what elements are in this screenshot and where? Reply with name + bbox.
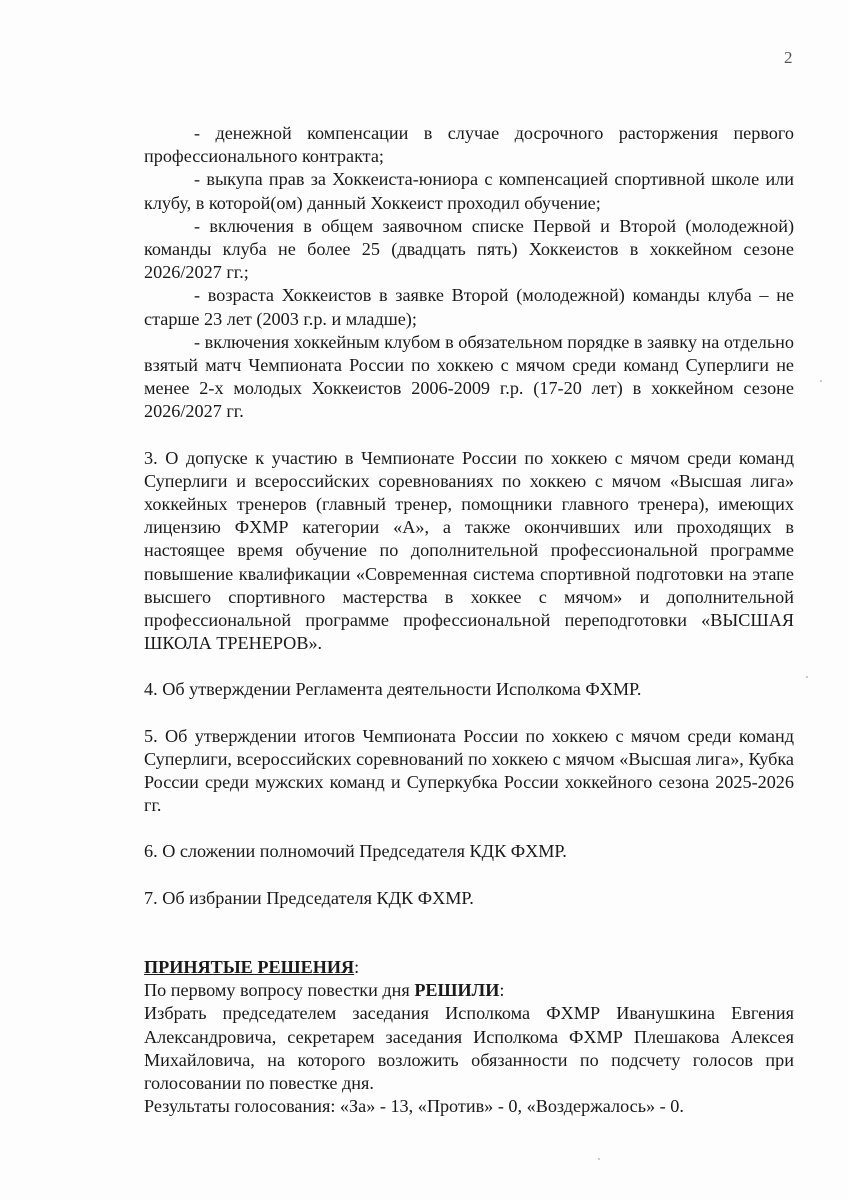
- agenda-item-5: 5. Об утверждении итогов Чемпионата России по хоккею с мячом среди команд Суперлиги, всероссийских соревнований по хоккею с мячом «Высшая лига», Кубка России среди мужских команд и Суперкубка России хоккейного сезона 2025-2026 гг.: [144, 725, 794, 816]
- scan-speck: [806, 676, 808, 678]
- decisions-heading-line: [144, 956, 794, 979]
- condition-rights-buyout: - выкупа прав за Хоккеиста-юниора с компенсацией спортивной школе или клубу, в которой(ом) данный Хоккеист проходил обучение;: [144, 169, 794, 213]
- decisions-heading: ПРИНЯТЫЕ РЕШЕНИЯ: [144, 956, 355, 977]
- spacer: [144, 817, 794, 840]
- condition-roster-limit: - включения в общем заявочном списке Первой и Второй (молодежной) команды клуба не более 25 (двадцать пять) Хоккеистов в хоккейном сезоне 2026/2027 гг.;: [144, 215, 794, 283]
- scan-speck: [820, 380, 822, 382]
- first-question-prefix: По первому вопросу повестки дня: [144, 980, 415, 1001]
- spacer: [144, 910, 794, 956]
- condition-young-players: - включения хоккейным клубом в обязательном порядке в заявку на отдельно взятый матч Чемпионата России по хоккею с мячом среди команд Суперлиги не менее 2-х молодых Хоккеистов 2006-2009 г.р. (17-20 лет) в хоккейном сезоне 2026/2027 гг.: [144, 331, 794, 422]
- first-question-colon: :: [499, 980, 505, 1001]
- spacer: [144, 424, 794, 447]
- decision-text: Избрать председателем заседания Исполкома ФХМР Иванушкина Евгения Александровича, секретарем заседания Исполкома ФХМР Плешакова Алексея Михайловича, на которого возложить обязанности по подсчету голосов при голосовании по повестке дня.: [144, 1003, 794, 1093]
- agenda-item-3: 3. О допуске к участию в Чемпионате России по хоккею с мячом среди команд Суперлиги и всероссийских соревнованиях по хоккею с мячом «Высшая лига» хоккейных тренеров (главный тренер, помощники главного тренера), имеющих лицензию ФХМР категории «А», а также окончивших или проходящих в настоящее время обучение по дополнительной профессиональной программе повышение квалификации «Современная система спортивной подготовки на этапе высшего спортивного мастерства в хоккее с мячом» и дополнительной профессиональной программе профессиональной переподготовки «ВЫСШАЯ ШКОЛА ТРЕНЕРОВ».: [144, 447, 794, 654]
- agenda-item-7: 7. Об избрании Председателя КДК ФХМР.: [144, 887, 474, 908]
- first-question-line: [144, 979, 794, 1002]
- scan-speck: [598, 1158, 600, 1160]
- spacer: [144, 655, 794, 678]
- spacer: [144, 864, 794, 887]
- vote-results: Результаты голосования: «За» - 13, «Против» - 0, «Воздержалось» - 0.: [144, 1096, 684, 1117]
- agenda-item-6: 6. О сложении полномочий Председателя КДК ФХМР.: [144, 841, 567, 862]
- condition-compensation: - денежной компенсации в случае досрочного расторжения первого профессионального контракта;: [144, 123, 794, 167]
- page-number: 2: [784, 48, 793, 67]
- spacer: [144, 702, 794, 725]
- first-question-keyword: РЕШИЛИ: [414, 980, 500, 1001]
- document-body: [144, 122, 794, 1118]
- decisions-heading-colon: :: [354, 956, 360, 977]
- condition-age-limit: - возраста Хоккеистов в заявке Второй (молодежной) команды клуба – не старше 23 лет (2003 г.р. и младше);: [144, 285, 794, 329]
- agenda-item-4: 4. Об утверждении Регламента деятельности Исполкома ФХМР.: [144, 679, 642, 700]
